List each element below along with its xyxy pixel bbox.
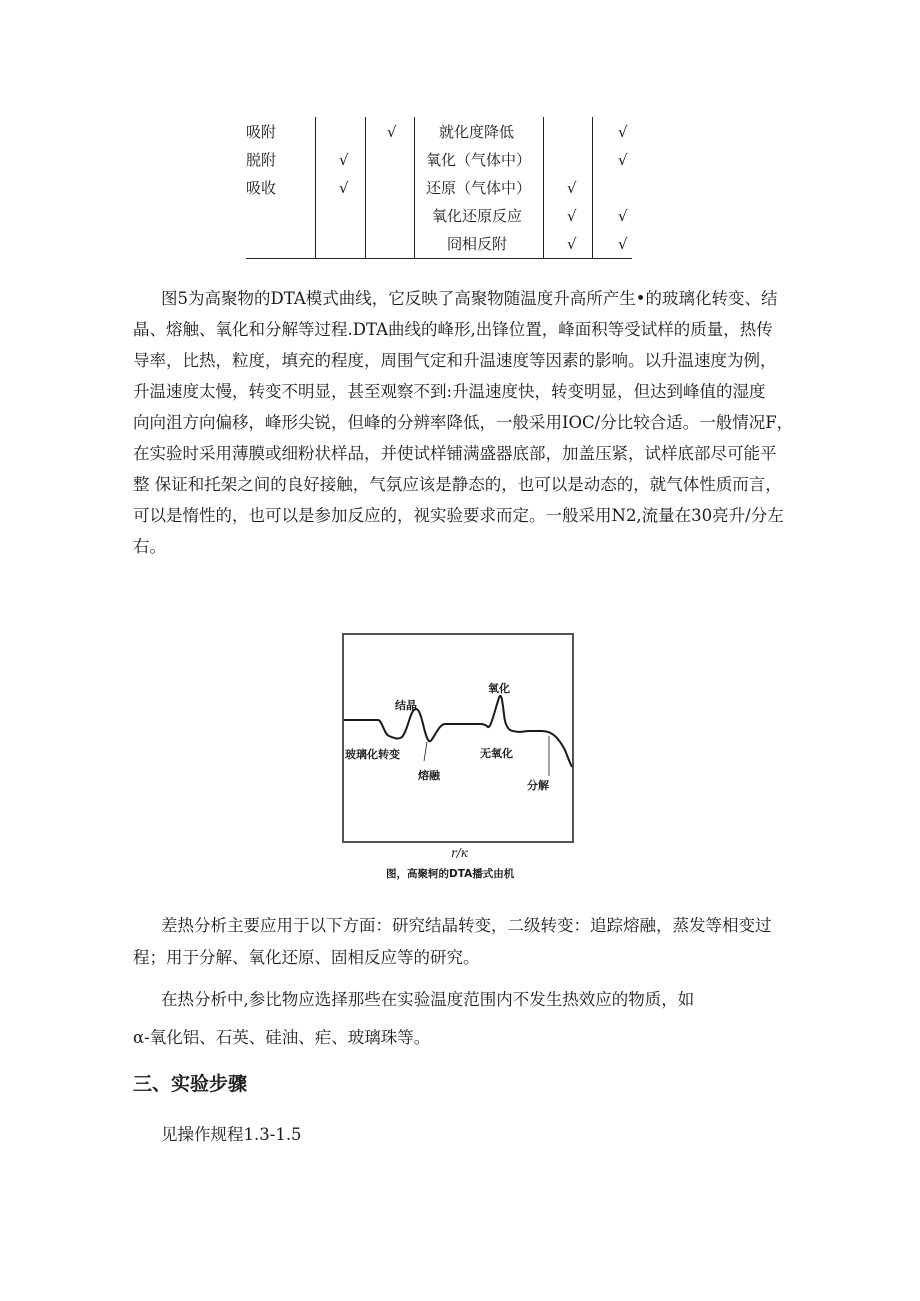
label-no-oxidation: 无氧化	[480, 747, 513, 760]
table-divider	[592, 117, 593, 259]
table-cell: 吸收	[246, 179, 277, 197]
text-line: 在热分析中,参比物应选择那些在实验温度范围内不发生热效应的物质，如	[161, 990, 695, 1009]
label-crystal: 结晶	[395, 699, 417, 712]
table-cell: 脱附	[246, 151, 277, 169]
text-line: 可以是惰性的，也可以是参加反应的，视实验要求而定。一般采用N2,流量在30亮升/分左	[133, 506, 784, 525]
dta-curve-figure	[342, 633, 574, 843]
check-mark: √	[567, 207, 577, 225]
table-divider	[365, 117, 366, 259]
text-line: 向向沮方向偏移，峰形尖锐，但峰的分辨率降低，一般采用IOC/分比较合适。一般情况F，	[133, 413, 794, 432]
check-mark: √	[618, 235, 628, 253]
table-cell: 冏相反附	[447, 235, 508, 253]
text-line: 导率，比热，粒度，填充的程度，周围气定和升温速度等因素的影响。以升温速度为例，	[133, 351, 777, 370]
check-mark: √	[618, 207, 628, 225]
table-bottom-rule	[246, 258, 632, 259]
melt-leader-line	[424, 742, 427, 761]
check-mark: √	[339, 151, 349, 169]
check-mark: √	[339, 179, 349, 197]
table-cell: 氧化还原反应	[432, 207, 523, 225]
text-line: 程；用于分解、氧化还原、固相反应等的研究。	[133, 948, 480, 967]
table-cell: 就化度降低	[439, 123, 515, 141]
table-cell: 氧化（气体中）	[426, 151, 532, 169]
label-glass-transition: 玻璃化转变	[345, 748, 400, 761]
check-mark: √	[387, 123, 397, 141]
check-mark: √	[567, 235, 577, 253]
check-mark: √	[567, 179, 577, 197]
x-axis-label: r/к	[451, 846, 468, 860]
table-divider	[414, 117, 415, 259]
section-text: 见操作规程1.3-1.5	[161, 1125, 302, 1144]
check-mark: √	[618, 123, 628, 141]
table-divider	[543, 117, 544, 259]
label-decompose: 分解	[527, 779, 549, 792]
reaction-table	[246, 117, 632, 259]
text-line: 在实验时采用薄膜或细粉状样品，并使试样铺满盛器底部，加盖压紧，试样底部尽可能平	[133, 444, 777, 463]
table-cell: 还原（气体中）	[426, 179, 532, 197]
section-heading: 三、实验步骤	[133, 1073, 248, 1095]
table-divider	[315, 117, 316, 259]
text-line: 整 保证和托架之间的良好接触，气氛应该是静态的，也可以是动态的，就气体性质而言，	[133, 475, 782, 494]
figure-caption: 图，高聚轲的DTA播式由机	[386, 868, 515, 880]
text-line: 图5为高聚物的DTA模式曲线，它反映了高聚物随温度升高所产生•的玻璃化转变、结	[161, 289, 778, 308]
text-line: 晶、熔触、氧化和分解等过程.DTA曲线的峰形,出锋位置，峰面积等受试样的质量，热传	[133, 320, 773, 339]
text-line: α-氧化铝、石英、硅油、疟、玻璃珠等。	[133, 1028, 431, 1047]
table-cell: 吸附	[246, 123, 277, 141]
text-line: 右。	[133, 537, 166, 556]
text-line: 升温速度太慢，转变不明显，甚至观察不到:升温速度快，转变明显，但达到峰值的湿度	[133, 382, 766, 401]
text-line: 差热分析主要应用于以下方面：研究结晶转变，二级转变：追踪熔融，蒸发等相变过	[161, 916, 772, 935]
label-oxidation: 氧化	[488, 682, 510, 695]
label-melt: 熔融	[418, 769, 440, 782]
check-mark: √	[618, 151, 628, 169]
